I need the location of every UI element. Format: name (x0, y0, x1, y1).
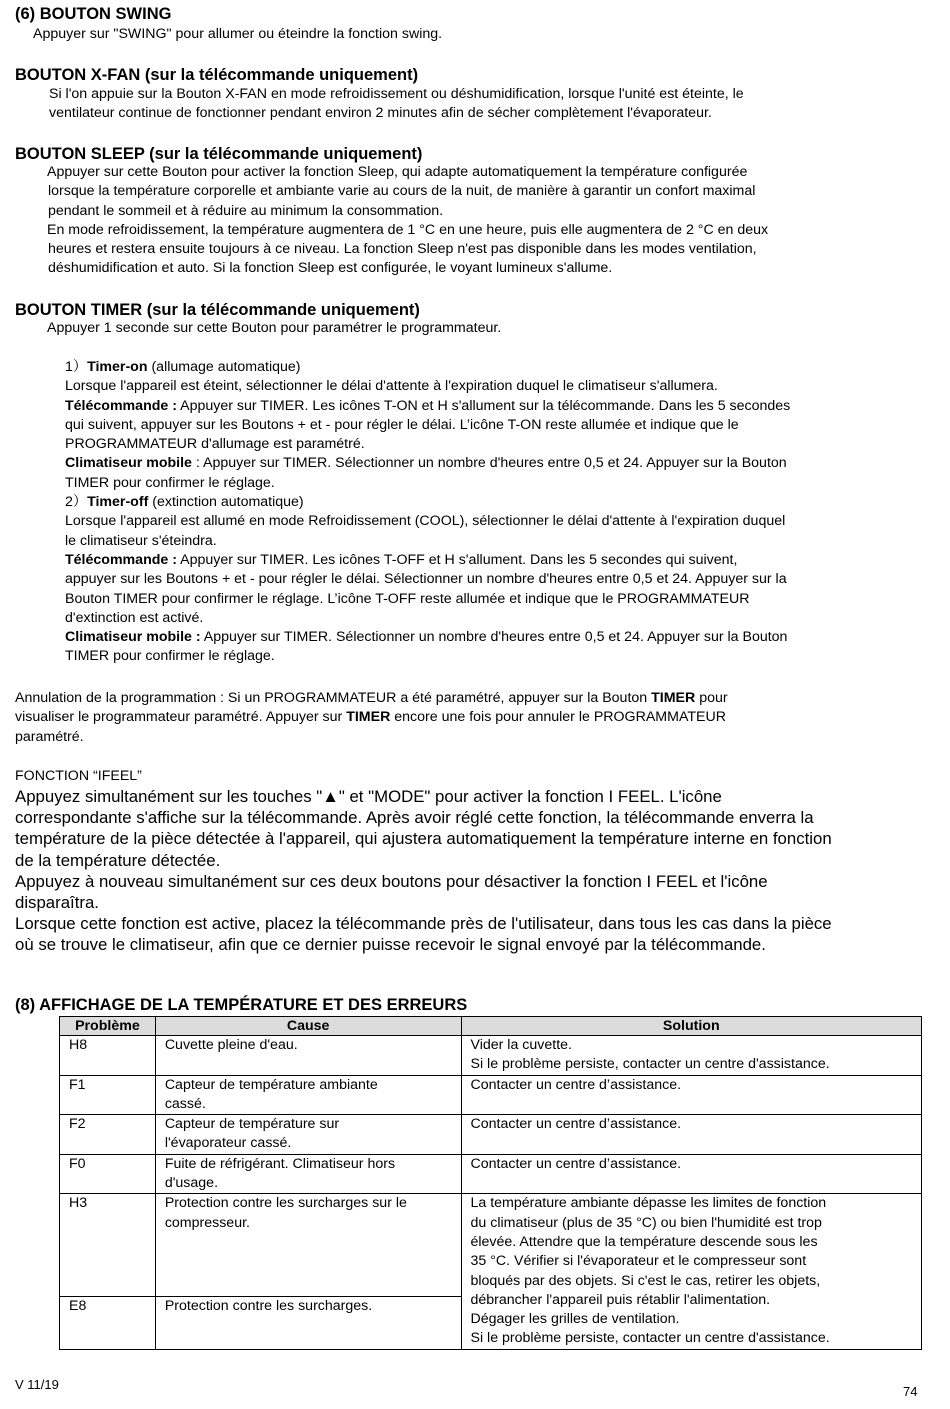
error-code: F2 (60, 1115, 156, 1155)
error-cause: Capteur de température sur l'évaporateur cassé. (155, 1115, 461, 1155)
error-cause: Cuvette pleine d'eau. (155, 1036, 461, 1076)
timer-intro: Appuyer 1 seconde sur cette Bouton pour paramétrer le programmateur. (47, 320, 502, 336)
error-code: H8 (60, 1036, 156, 1076)
error-solution: Contacter un centre d’assistance. (461, 1154, 922, 1194)
header-cause: Cause (155, 1017, 461, 1036)
errors-heading: (8) AFFICHAGE DE LA TEMPÉRATURE ET DES ERREURS (15, 996, 468, 1014)
table-row (60, 1075, 922, 1115)
error-code: E8 (60, 1297, 156, 1350)
error-solution: Contacter un centre d’assistance. (461, 1075, 922, 1115)
header-problem: Problème (60, 1017, 156, 1036)
error-table (59, 1016, 922, 1350)
swing-text: Appuyer sur "SWING" pour allumer ou éteindre la fonction swing. (33, 26, 443, 42)
version-label: V 11/19 (15, 1377, 59, 1392)
xfan-text: Si l'on appuie sur la Bouton X-FAN en mode refroidissement ou déshumidification, lorsque l'unité est éteinte, le ventilateur continue de fonctionner pendant environ 2 minutes afin de sécher complètement l'évaporateur. (49, 86, 744, 122)
timer-on-heading: 1）Timer-on (allumage automatique) (65, 359, 301, 375)
header-solution: Solution (461, 1017, 922, 1036)
error-solution: Vider la cuvette. Si le problème persiste, contacter un centre d'assistance. (461, 1036, 922, 1076)
ifeel-heading: FONCTION “IFEEL” (15, 768, 142, 784)
table-header-row (60, 1017, 922, 1036)
table-row (60, 1036, 922, 1076)
error-cause: Protection contre les surcharges sur le compresseur. (155, 1194, 461, 1297)
timer-heading: BOUTON TIMER (sur la télécommande uniquement) (15, 301, 420, 319)
page-number: 74 (903, 1384, 918, 1399)
error-cause: Fuite de réfrigérant. Climatiseur hors d'usage. (155, 1154, 461, 1194)
timer-details: 1）Timer-on (allumage automatique) Lorsque l'appareil est éteint, sélectionner le délai d'attente à l'expiration duquel le climatiseur s'allumera. Télécommande : Appuyer sur TIMER. Les icônes T-ON et H s'allument sur la télécommande. Dans les 5 secondes qui suivent, appuyer sur les Boutons + et - pour régler le délai. L’icône T-ON reste allumée et indique que le PROGRAMMATEUR d'allumage est paramétré. Climatiseur mobile : Appuyer sur TIMER. Sélectionner un nombre d'heures entre 0,5 et 24. Appuyer sur la Bouton TIMER pour confirmer le réglage. 2）Timer-off (extinction automatique) Lorsque l'appareil est allumé en mode Refroidissement (COOL), sélectionner le délai d'attente à l'expiration duquel le climatiseur s'éteindra. Télécommande : Appuyer sur TIMER. Les icônes T-OFF et H s'allument. Dans les 5 secondes qui suivent, appuyer sur les Boutons + et - pour régler le délai. Sélectionner un nombre d'heures entre 0,5 et 24. Appuyer sur la Bouton TIMER pour confirmer le réglage. L’icône T-OFF reste allumée et indique que le PROGRAMMATEUR d'extinction est activé. Climatiseur mobile : Appuyer sur TIMER. Sélectionner un nombre d'heures entre 0,5 et 24. Appuyer sur la Bouton TIMER pour confirmer le réglage. (65, 359, 791, 665)
error-solution: La température ambiante dépasse les limites de fonction du climatiseur (plus de 35 °C) ou bien l'humidité est trop élevée. Attendre que la température descende sous les 35 °C. Vérifier si l'évaporateur et le compresseur sont bloqués par des objets. Si c'est le cas, retirer les objets, débrancher l'appareil puis rétablir l'alimentation. Dégager les grilles de ventilation. Si le problème persiste, contacter un centre d'assistance. (461, 1194, 922, 1349)
xfan-heading: BOUTON X-FAN (sur la télécommande uniquement) (15, 66, 419, 84)
table-row (60, 1194, 922, 1297)
error-code: F0 (60, 1154, 156, 1194)
table-row (60, 1115, 922, 1155)
error-code: F1 (60, 1075, 156, 1115)
error-solution: Contacter un centre d’assistance. (461, 1115, 922, 1155)
sleep-text: Appuyer sur cette Bouton pour activer la fonction Sleep, qui adapte automatiquement la température configurée lorsque la température corporelle et ambiante varie au cours de la nuit, de manière à garantir un confort maximal pendant le sommeil et à réduire au minimum la consommation. En mode refroidissement, la température augmentera de 1 °C en une heure, puis elle augmentera de 2 °C en deux heures et restera ensuite toujours à ce niveau. La fonction Sleep n'est pas disponible dans les modes ventilation, déshumidification et auto. Si la fonction Sleep est configurée, le voyant lumineux s'allume. (47, 164, 769, 277)
error-cause: Protection contre les surcharges. (155, 1297, 461, 1350)
ifeel-text: Appuyez simultanément sur les touches "▲" et "MODE" pour activer la fonction I FEEL. L'icône correspondante s'affiche sur la télécommande. Après avoir réglé cette fonction, la télécommande enverra la température de la pièce détectée à l'appareil, qui ajustera automatiquement la température interne en fonction de la température détectée. Appuyez à nouveau simultanément sur ces deux boutons pour désactiver la fonction I FEEL et l'icône disparaîtra. Lorsque cette fonction est active, placez la télécommande près de l'utilisateur, dans tous les cas dans la pièce où se trouve le climatiseur, afin que ce dernier puisse recevoir le signal envoyé par la télécommande. (15, 787, 832, 955)
sleep-heading: BOUTON SLEEP (sur la télécommande uniquement) (15, 145, 423, 163)
table-row (60, 1154, 922, 1194)
timer-cancel-text: Annulation de la programmation : Si un PROGRAMMATEUR a été paramétré, appuyer sur la Bouton TIMER pour visualiser le programmateur paramétré. Appuyer sur TIMER encore une fois pour annuler le PROGRAMMATEUR paramétré. (15, 690, 728, 745)
swing-heading: (6) BOUTON SWING (15, 5, 172, 23)
timer-off-heading: 2）Timer-off (extinction automatique) (65, 494, 304, 511)
error-code: H3 (60, 1194, 156, 1297)
error-cause: Capteur de température ambiante cassé. (155, 1075, 461, 1115)
